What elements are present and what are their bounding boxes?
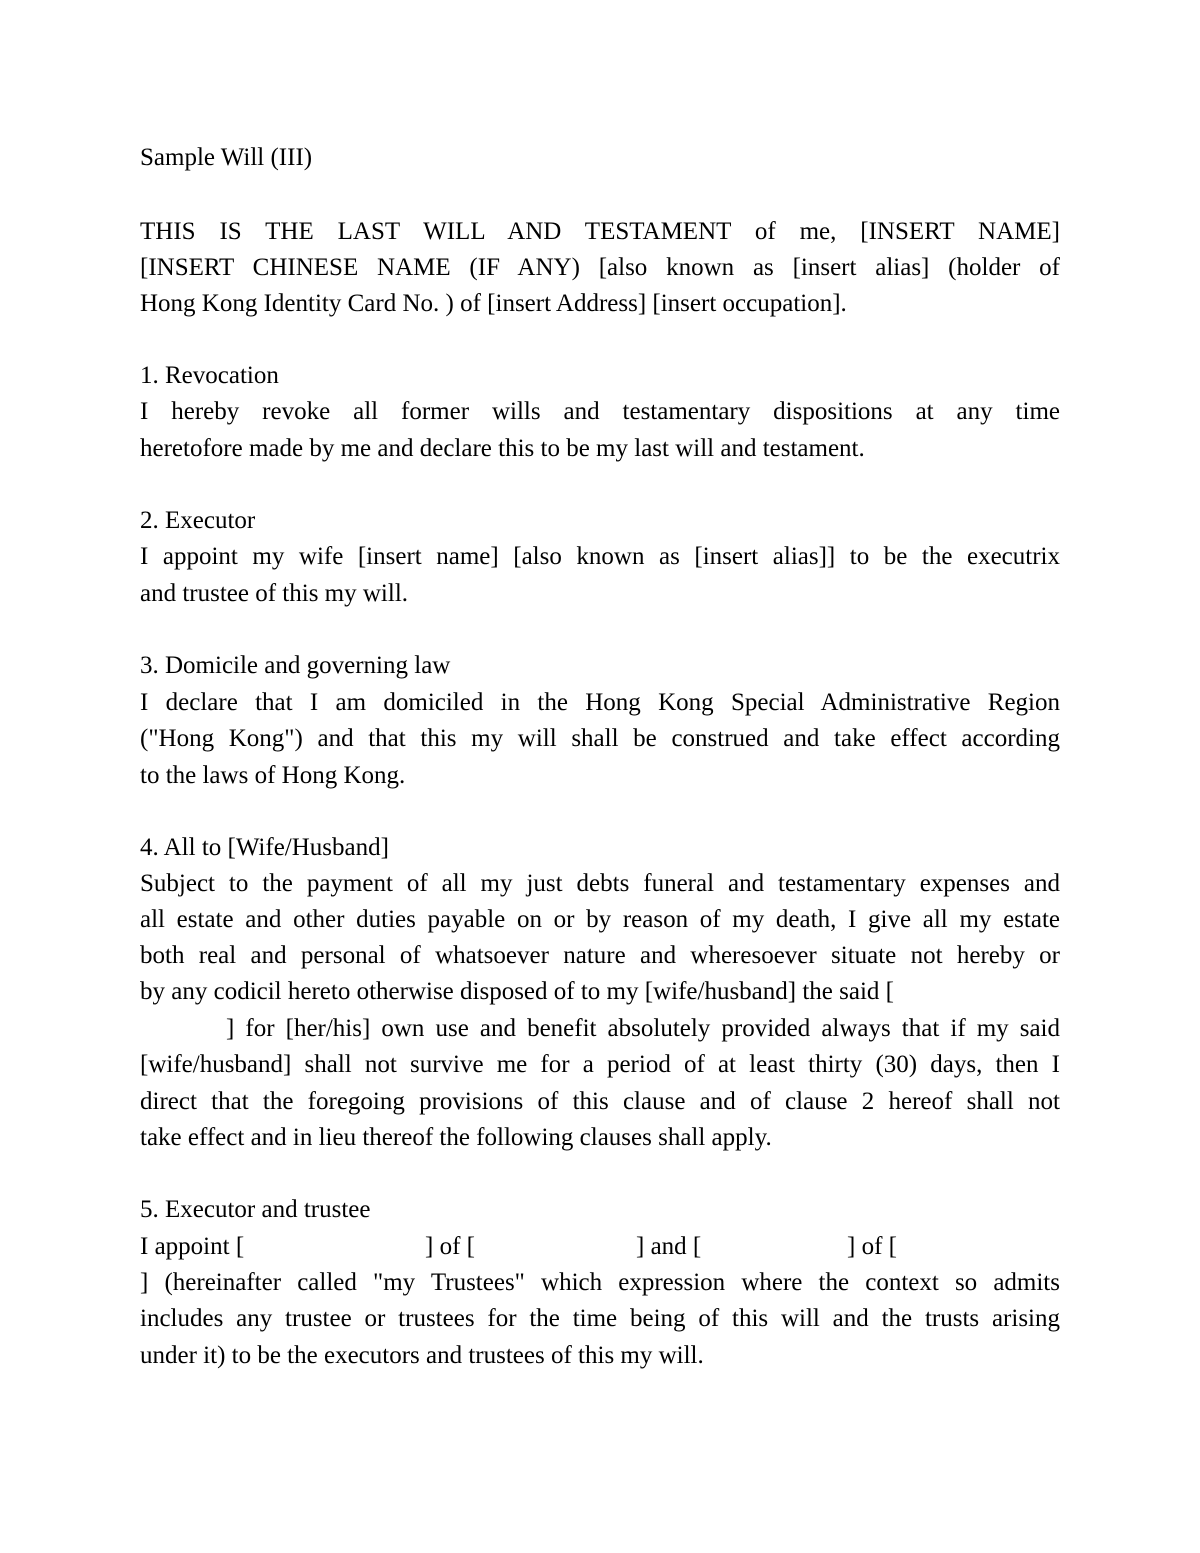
section-heading-domicile: 3. Domicile and governing law [140,652,451,679]
section-line: [wife/husband] shall not survive me for a period of at least thirty (30) days, then I [140,1051,1060,1078]
section-heading-executor-trustee: 5. Executor and trustee [140,1196,371,1223]
section-line: I appoint my wife [insert name] [also known as [insert alias]] to be the executrix [140,543,1060,570]
section-line: I hereby revoke all former wills and testamentary dispositions at any time [140,398,1060,425]
section-line: ("Hong Kong") and that this my will shall be construed and take effect according [140,725,1060,752]
document-title: Sample Will (III) [140,144,313,171]
appoint-line [140,1232,1060,1262]
section-line: by any codicil hereto otherwise disposed of to my [wife/husband] the said [ [140,978,894,1005]
appoint-blank-segment: ] of [ [847,1233,897,1260]
section-line: all estate and other duties payable on or by reason of my death, I give all my estate [140,906,1060,933]
section-line: direct that the foregoing provisions of this clause and of clause 2 hereof shall not [140,1088,1060,1115]
section-line: under it) to be the executors and trustees of this my will. [140,1342,704,1369]
section-line: I declare that I am domiciled in the Hong Kong Special Administrative Region [140,689,1060,716]
section-line: ] (hereinafter called "my Trustees" which expression where the context so admits [140,1269,1060,1296]
section-line: heretofore made by me and declare this to be my last will and testament. [140,435,865,462]
appoint-blank-segment: ] of [ [425,1233,475,1260]
intro-line: [INSERT CHINESE NAME (IF ANY) [also known as [insert alias] (holder of [140,254,1060,281]
intro-line: THIS IS THE LAST WILL AND TESTAMENT of me, [INSERT NAME] [140,218,1060,245]
section-line: and trustee of this my will. [140,580,409,607]
section-heading-revocation: 1. Revocation [140,362,279,389]
section-heading-executor: 2. Executor [140,507,256,534]
appoint-blank-segment: ] and [ [636,1233,702,1260]
section-line: both real and personal of whatsoever nature and wheresoever situate not hereby or [140,942,1060,969]
appoint-blank-segment: I appoint [ [140,1233,245,1260]
section-line: includes any trustee or trustees for the time being of this will and the trusts arising [140,1305,1060,1332]
section-line: ] for [her/his] own use and benefit absolutely provided always that if my said [226,1015,1060,1042]
intro-line: Hong Kong Identity Card No. ) of [insert Address] [insert occupation]. [140,290,847,317]
section-heading-all-to-spouse: 4. All to [Wife/Husband] [140,834,389,861]
section-line: Subject to the payment of all my just debts funeral and testamentary expenses and [140,870,1060,897]
section-line: take effect and in lieu thereof the following clauses shall apply. [140,1124,772,1151]
section-line: to the laws of Hong Kong. [140,762,406,789]
